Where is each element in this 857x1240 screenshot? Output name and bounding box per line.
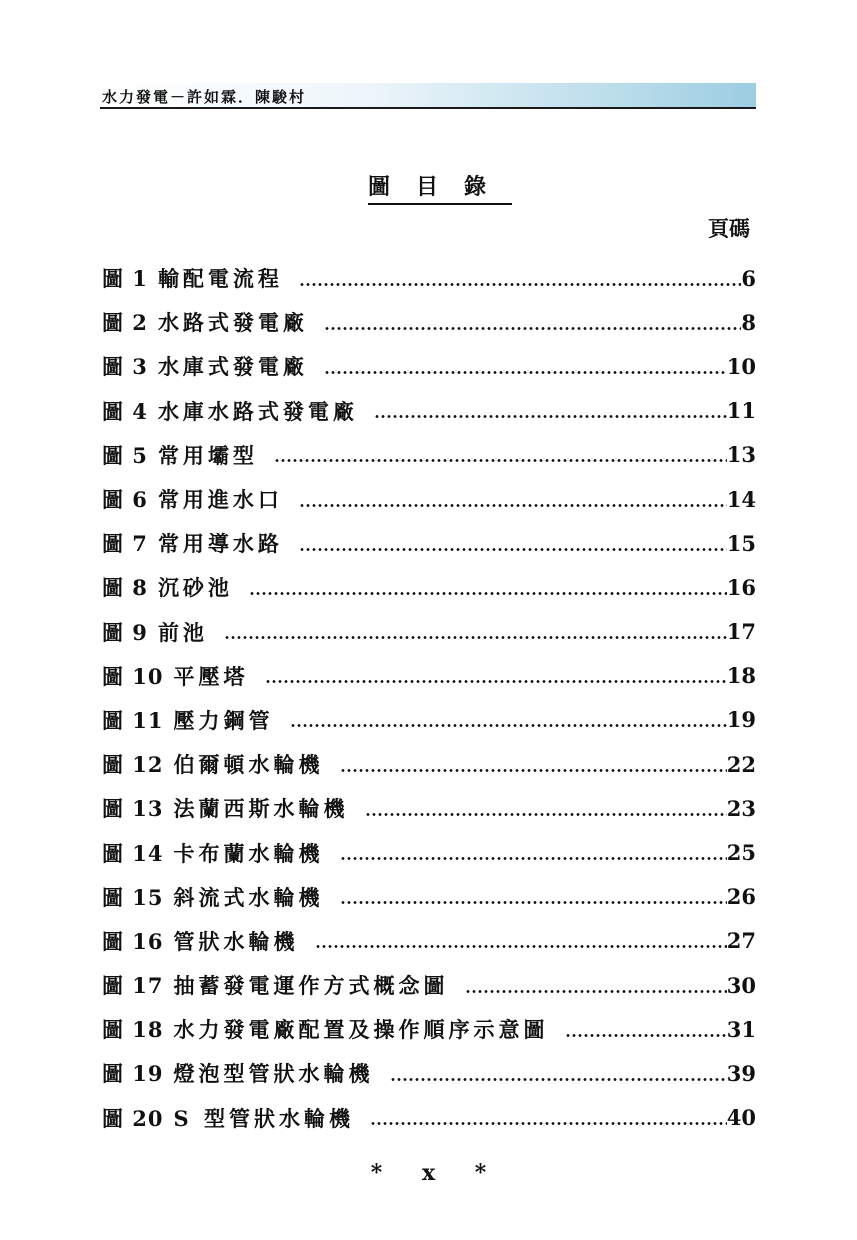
page-number: 26 bbox=[726, 884, 756, 910]
figure-number: 圖 13 bbox=[102, 796, 164, 822]
dot-leader bbox=[299, 548, 727, 551]
figure-title: 常用壩型 bbox=[157, 442, 258, 468]
dot-leader bbox=[324, 327, 741, 330]
page-number: 40 bbox=[726, 1105, 756, 1131]
footer-right-mark: * bbox=[474, 1160, 487, 1186]
page-number: 6 bbox=[741, 265, 756, 291]
figure-number: 圖 11 bbox=[102, 707, 164, 733]
list-item bbox=[102, 389, 756, 433]
figure-number: 圖 1 bbox=[102, 266, 148, 292]
figure-number: 圖 20 bbox=[102, 1105, 164, 1131]
figure-title: 抽蓄發電運作方式概念圖 bbox=[173, 973, 449, 999]
page-column-label: 頁碼 bbox=[708, 216, 750, 241]
page-number: 23 bbox=[726, 795, 756, 821]
figure-number: 圖 5 bbox=[102, 442, 148, 468]
page-number: 39 bbox=[726, 1060, 756, 1086]
dot-leader bbox=[565, 1034, 727, 1037]
figure-list bbox=[102, 256, 756, 1140]
page-number: 27 bbox=[726, 928, 756, 954]
list-item bbox=[102, 1096, 756, 1140]
dot-leader bbox=[265, 680, 727, 683]
page-number: 11 bbox=[726, 398, 756, 424]
dot-leader bbox=[315, 945, 727, 948]
page-number: 22 bbox=[726, 751, 756, 777]
page-number: 18 bbox=[726, 663, 756, 689]
figure-title: 沉砂池 bbox=[157, 575, 233, 601]
figure-title: 常用導水路 bbox=[157, 531, 283, 557]
list-item bbox=[102, 344, 756, 388]
page-number: 13 bbox=[726, 442, 756, 468]
list-item bbox=[102, 654, 756, 698]
page-number: 15 bbox=[726, 530, 756, 556]
header-rule bbox=[100, 107, 756, 109]
list-item bbox=[102, 1051, 756, 1095]
page-number: 19 bbox=[726, 707, 756, 733]
list-item bbox=[102, 477, 756, 521]
list-item bbox=[102, 786, 756, 830]
figure-number: 圖 4 bbox=[102, 398, 148, 424]
page-number: 31 bbox=[726, 1016, 756, 1042]
figure-number: 圖 16 bbox=[102, 928, 164, 954]
running-header: 水力發電－許如霖．陳駿村 bbox=[102, 88, 307, 106]
list-item bbox=[102, 300, 756, 344]
figure-title: 平壓塔 bbox=[173, 663, 249, 689]
figure-title: 卡布蘭水輪機 bbox=[173, 840, 324, 866]
page-number: 10 bbox=[726, 353, 756, 379]
figure-title: S 型管狀水輪機 bbox=[173, 1105, 355, 1131]
figure-title: 斜流式水輪機 bbox=[173, 884, 324, 910]
page-title: 圖目錄 bbox=[368, 170, 512, 205]
page-number: 17 bbox=[726, 619, 756, 645]
figure-title: 前池 bbox=[157, 619, 208, 645]
list-item bbox=[102, 521, 756, 565]
figure-number: 圖 18 bbox=[102, 1017, 164, 1043]
list-item bbox=[102, 1007, 756, 1051]
figure-number: 圖 10 bbox=[102, 663, 164, 689]
figure-title: 壓力鋼管 bbox=[173, 707, 274, 733]
figure-number: 圖 12 bbox=[102, 752, 164, 778]
list-item bbox=[102, 742, 756, 786]
figure-title: 水路式發電廠 bbox=[157, 310, 308, 336]
figure-title: 輸配電流程 bbox=[157, 266, 283, 292]
figure-number: 圖 19 bbox=[102, 1061, 164, 1087]
figure-number: 圖 14 bbox=[102, 840, 164, 866]
figure-title: 水力發電廠配置及操作順序示意圖 bbox=[173, 1017, 549, 1043]
dot-leader bbox=[324, 371, 727, 374]
dot-leader bbox=[340, 901, 727, 904]
list-item bbox=[102, 830, 756, 874]
page-number: 16 bbox=[726, 574, 756, 600]
figure-title: 燈泡型管狀水輪機 bbox=[173, 1061, 374, 1087]
footer-left-mark: * bbox=[370, 1160, 383, 1186]
list-item bbox=[102, 610, 756, 654]
figure-number: 圖 17 bbox=[102, 973, 164, 999]
dot-leader bbox=[374, 415, 727, 418]
list-item bbox=[102, 565, 756, 609]
dot-leader bbox=[365, 813, 727, 816]
figure-title: 管狀水輪機 bbox=[173, 928, 299, 954]
page-number: 25 bbox=[726, 840, 756, 866]
dot-leader bbox=[390, 1078, 727, 1081]
page-number: 30 bbox=[726, 972, 756, 998]
dot-leader bbox=[299, 283, 741, 286]
figure-number: 圖 3 bbox=[102, 354, 148, 380]
dot-leader bbox=[290, 724, 727, 727]
dot-leader bbox=[340, 857, 727, 860]
figure-title: 水庫式發電廠 bbox=[157, 354, 308, 380]
figure-number: 圖 8 bbox=[102, 575, 148, 601]
figure-title: 法蘭西斯水輪機 bbox=[173, 796, 349, 822]
dot-leader bbox=[299, 504, 727, 507]
page-number: 14 bbox=[726, 486, 756, 512]
figure-number: 圖 9 bbox=[102, 619, 148, 645]
list-item bbox=[102, 919, 756, 963]
dot-leader bbox=[274, 459, 727, 462]
figure-title: 常用進水口 bbox=[157, 487, 283, 513]
page-number: 8 bbox=[741, 309, 756, 335]
dot-leader bbox=[340, 769, 727, 772]
list-item bbox=[102, 698, 756, 742]
figure-title: 伯爾頓水輪機 bbox=[173, 752, 324, 778]
figure-number: 圖 7 bbox=[102, 531, 148, 557]
dot-leader bbox=[224, 636, 727, 639]
dot-leader bbox=[370, 1122, 727, 1125]
list-item bbox=[102, 256, 756, 300]
list-item bbox=[102, 963, 756, 1007]
footer-page-number: x bbox=[421, 1160, 436, 1186]
page-footer bbox=[0, 1160, 857, 1186]
list-item bbox=[102, 433, 756, 477]
figure-number: 圖 2 bbox=[102, 310, 148, 336]
dot-leader bbox=[249, 592, 727, 595]
figure-number: 圖 6 bbox=[102, 487, 148, 513]
dot-leader bbox=[465, 990, 727, 993]
figure-title: 水庫水路式發電廠 bbox=[157, 398, 358, 424]
list-item bbox=[102, 875, 756, 919]
figure-number: 圖 15 bbox=[102, 884, 164, 910]
